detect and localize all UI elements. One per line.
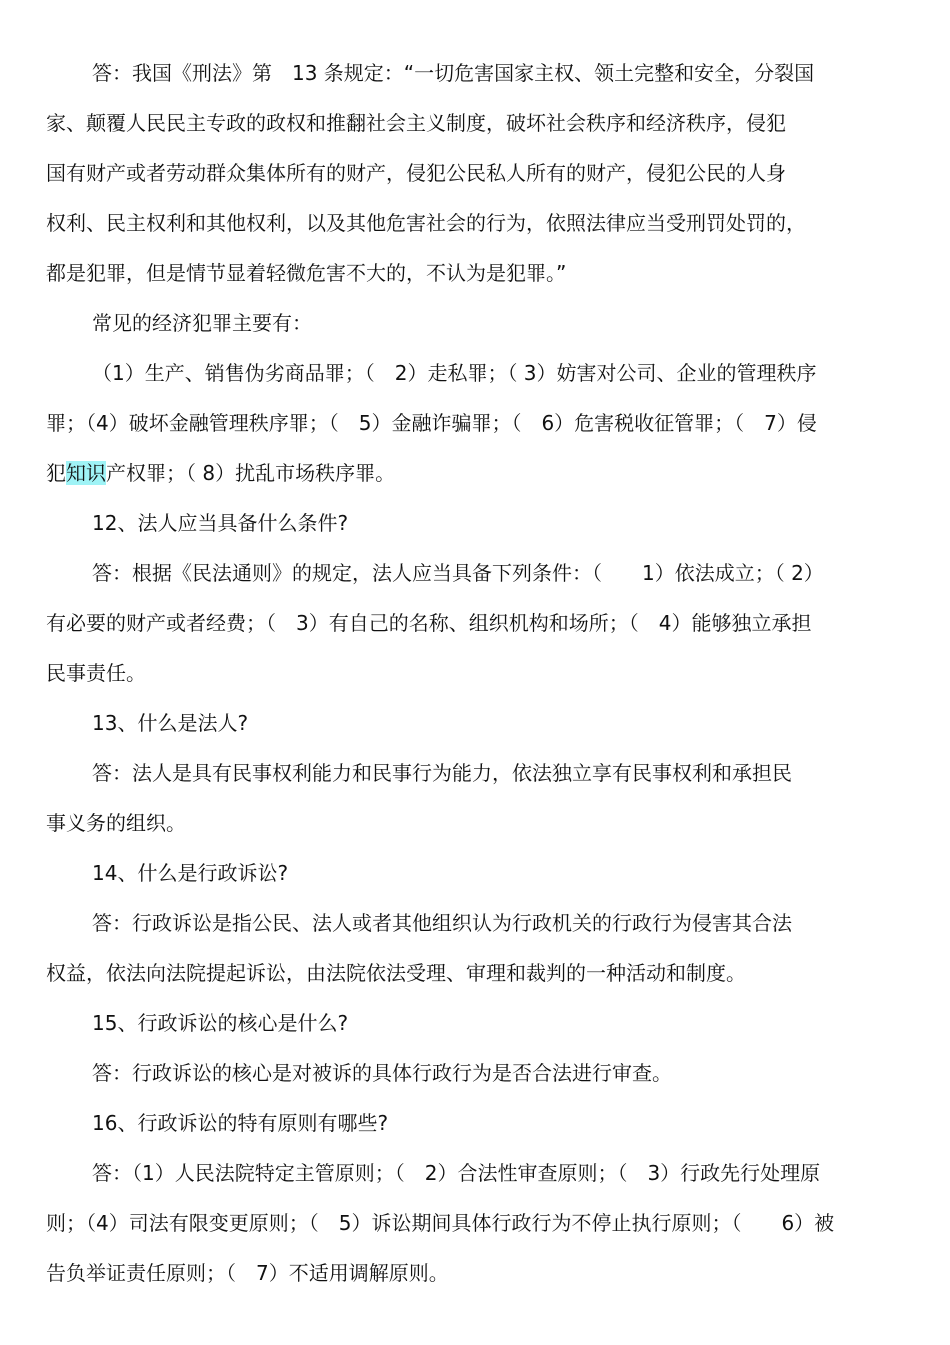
text-line: 答：法人是具有民事权利能力和民事行为能力，依法独立享有民事权利和承担民 [92,761,792,785]
text-line: 权利、民主权利和其他权利，以及其他危害社会的行为，依照法律应当受刑罚处罚的， [46,211,806,235]
highlighted-text: 知识 [66,461,106,485]
text-line: （1）生产、销售伪劣商品罪；（ 2）走私罪；（ 3）妨害对公司、企业的管理秩序 [92,361,817,385]
text-line: 国有财产或者劳动群众集体所有的财产，侵犯公民私人所有的财产，侵犯公民的人身 [46,161,786,185]
text-line: 民事责任。 [46,661,146,685]
text-line: 权益，依法向法院提起诉讼，由法院依法受理、审理和裁判的一种活动和制度。 [46,961,746,985]
question-heading: 12、法人应当具备什么条件? [92,511,349,535]
text-line: 常见的经济犯罪主要有： [92,311,312,335]
text-line: 答：我国《刑法》第 13 条规定：“一切危害国家主权、领土完整和安全，分裂国 [92,61,815,85]
text-line: 答：行政诉讼的核心是对被诉的具体行政行为是否合法进行审查。 [92,1061,672,1085]
text-line: 答：（1）人民法院特定主管原则；（ 2）合法性审查原则；（ 3）行政先行处理原 [92,1161,821,1185]
question-heading: 16、行政诉讼的特有原则有哪些? [92,1111,389,1135]
text-line: 都是犯罪，但是情节显着轻微危害不大的，不认为是犯罪。” [46,261,567,285]
text-line: 事义务的组织。 [46,811,186,835]
text-segment: 犯 [46,461,66,485]
text-line: 家、颠覆人民民主专政的政权和推翻社会主义制度，破坏社会秩序和经济秩序，侵犯 [46,111,786,135]
text-line: 则；（4）司法有限变更原则；（ 5）诉讼期间具体行政行为不停止执行原则；（ 6）被 [46,1211,835,1235]
question-heading: 15、行政诉讼的核心是什么? [92,1011,349,1035]
text-line: 有必要的财产或者经费；（ 3）有自己的名称、组织机构和场所；（ 4）能够独立承担 [46,611,812,635]
text-segment: 产权罪；（ 8）扰乱市场秩序罪。 [106,461,396,485]
text-line: 答：根据《民法通则》的规定，法人应当具备下列条件：（ 1）依法成立；（ 2） [92,561,824,585]
text-line: 答：行政诉讼是指公民、法人或者其他组织认为行政机关的行政行为侵害其合法 [92,911,792,935]
text-line: 罪；（4）破坏金融管理秩序罪；（ 5）金融诈骗罪；（ 6）危害税收征管罪；（ 7）侵 [46,411,817,435]
question-heading: 13、什么是法人? [92,711,249,735]
question-heading: 14、什么是行政诉讼? [92,861,289,885]
text-line-with-highlight [46,460,395,486]
text-line: 告负举证责任原则；（ 7）不适用调解原则。 [46,1261,449,1285]
